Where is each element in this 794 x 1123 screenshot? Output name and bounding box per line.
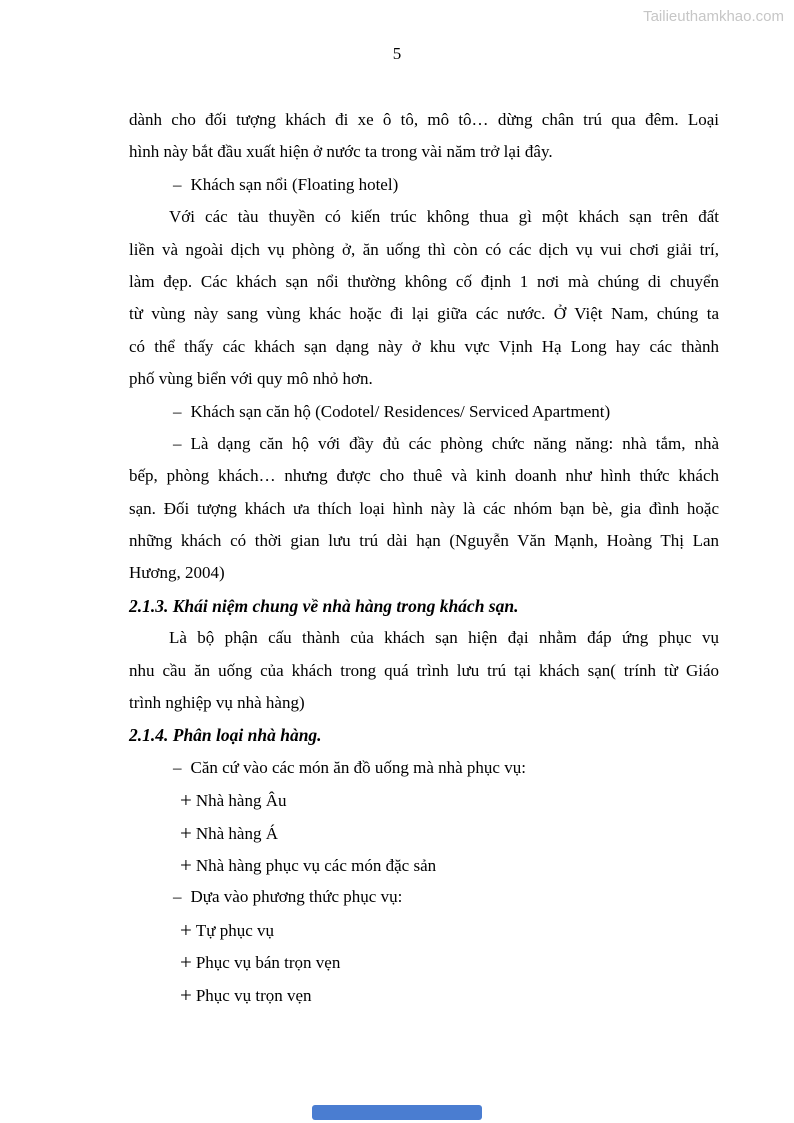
dash-marker: –	[173, 174, 182, 194]
list-item-dash	[129, 881, 719, 913]
list-item-text: Khách sạn căn hộ (Codotel/ Residences/ Serviced Apartment)	[190, 401, 611, 421]
text-line: bếp, phòng khách… nhưng được cho thuê và kinh doanh như hình thức khách	[129, 466, 719, 486]
page-number: 5	[392, 44, 402, 63]
list-item-text: Tự phục vụ	[195, 920, 274, 940]
section-heading: 2.1.3. Khái niệm chung về nhà hàng trong khách sạn.	[129, 595, 519, 616]
section-heading: 2.1.4. Phân loại nhà hàng.	[129, 725, 322, 746]
list-item-plus	[129, 817, 719, 849]
text-line: phố vùng biển với quy mô nhỏ hơn.	[129, 369, 373, 389]
text-line: những khách có thời gian lưu trú dài hạn (Nguyễn Văn Mạnh, Hoàng Thị Lan	[129, 531, 719, 551]
list-item-text: Phục vụ bán trọn vẹn	[195, 953, 341, 973]
text-line: nhu cầu ăn uống của khách trong quá trình lưu trú tại khách sạn( trính từ Giáo	[129, 660, 719, 680]
dash-marker: –	[173, 401, 182, 421]
text-line: từ vùng này sang vùng khác hoặc đi lại giữa các nước. Ở Việt Nam, chúng ta	[129, 304, 719, 324]
plus-marker: +	[180, 982, 192, 1007]
list-item-text: Nhà hàng phục vụ các món đặc sản	[195, 855, 437, 875]
footer-brand-bar	[312, 1105, 482, 1120]
text-line: Với các tàu thuyền có kiến trúc không thua gì một khách sạn trên đất	[169, 207, 719, 227]
list-item-dash	[129, 169, 719, 201]
text-line: Hương, 2004)	[129, 563, 225, 583]
plus-marker: +	[180, 820, 192, 845]
list-item-text: Là dạng căn hộ với đầy đủ các phòng chức năng năng: nhà tắm, nhà	[190, 433, 719, 453]
text-line: hình này bắt đầu xuất hiện ở nước ta trong vài năm trở lại đây.	[129, 142, 553, 162]
list-item-text: Dựa vào phương thức phục vụ:	[190, 887, 403, 907]
text-line: dành cho đối tượng khách đi xe ô tô, mô tô… dừng chân trú qua đêm. Loại	[129, 110, 719, 129]
text-line: liền và ngoài dịch vụ phòng ở, ăn uống thì còn có các dịch vụ vui chơi giải trí,	[129, 239, 719, 259]
text-line: có thể thấy các khách sạn dạng này ở khu vực Vịnh Hạ Long hay các thành	[129, 336, 719, 356]
list-item-plus	[129, 784, 719, 816]
list-item-text: Nhà hàng Âu	[195, 791, 287, 811]
list-item-dash	[129, 396, 719, 428]
watermark-text: Tailieuthamkhao.com	[643, 8, 784, 25]
list-item-plus	[129, 946, 719, 978]
list-item-dash	[129, 428, 719, 460]
text-line: Là bộ phận cấu thành của khách sạn hiện đại nhằm đáp ứng phục vụ	[169, 628, 719, 648]
text-line: trình nghiệp vụ nhà hàng)	[129, 693, 305, 713]
plus-marker: +	[180, 788, 192, 813]
document-body	[129, 104, 719, 1011]
text-line: làm đẹp. Các khách sạn nổi thường không cố định 1 nơi mà chúng di chuyển	[129, 271, 719, 291]
plus-marker: +	[180, 852, 192, 877]
plus-marker: +	[180, 950, 192, 975]
list-item-text: Nhà hàng Á	[195, 823, 278, 843]
dash-marker: –	[173, 887, 182, 907]
list-item-plus	[129, 914, 719, 946]
list-item-dash	[129, 752, 719, 784]
list-item-text: Phục vụ trọn vẹn	[195, 985, 312, 1005]
text-line: sạn. Đối tượng khách ưa thích loại hình này là các nhóm bạn bè, gia đình hoặc	[129, 498, 719, 518]
dash-marker: –	[173, 757, 182, 777]
plus-marker: +	[180, 917, 192, 942]
list-item-text: Khách sạn nổi (Floating hotel)	[190, 174, 399, 194]
list-item-plus	[129, 849, 719, 881]
list-item-plus	[129, 979, 719, 1011]
list-item-text: Căn cứ vào các món ăn đồ uống mà nhà phục vụ:	[190, 757, 526, 777]
dash-marker: –	[173, 433, 182, 453]
